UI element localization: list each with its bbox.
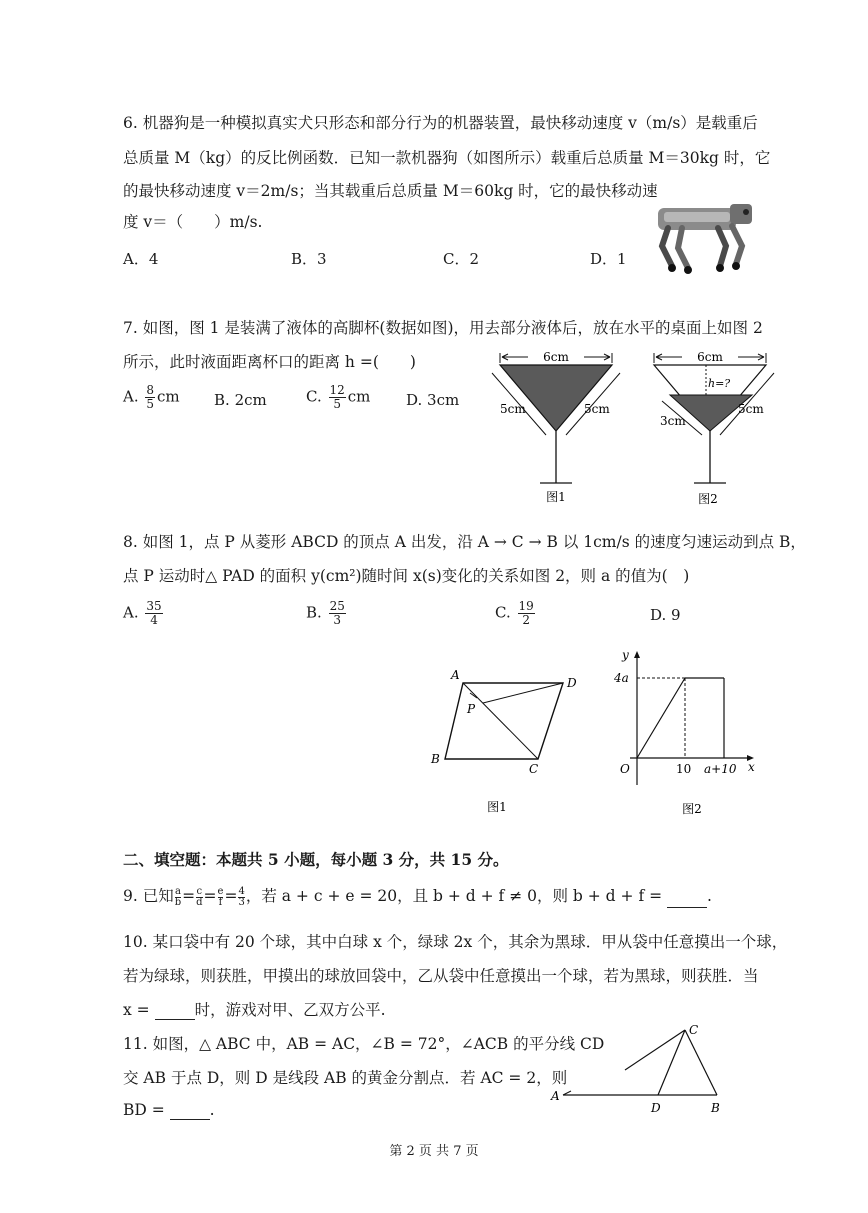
q8-fig1-label-p: P [467,702,476,716]
q7-fig2-caption: 图2 [698,492,718,506]
q10-line3-prefix: x = [123,1001,155,1019]
q8-figure-2 [612,645,772,825]
q7-option-c-letter: C. [306,387,322,406]
q9-fraction-3 [218,887,224,908]
q7-option-b-text: 2cm [234,391,267,409]
q8-fig2-10-label: 10 [676,762,692,776]
q11-label-a: A [551,1089,560,1103]
q8-option-a-fraction [145,600,162,627]
q7-option-a-fraction [145,384,155,411]
q9-f2n: c [196,885,203,897]
robot-dog-image [648,196,758,276]
q8-fig1-caption: 图1 [487,800,507,814]
q11-answer-blank[interactable] [170,1103,210,1120]
goblet-liquid [500,365,612,431]
q9-f3d: f [218,896,223,908]
q7-fig2-h-label: h=? [708,377,731,390]
q7-fig2-top-label: 6cm [697,350,723,364]
q8-option-b-den: 3 [333,613,342,627]
q9-answer-blank[interactable] [667,891,707,908]
q6-line4: 度 v＝（ ）m/s. [123,213,263,231]
q9-f1n: a [174,885,181,897]
q9-eq-2: = [203,887,217,905]
q11-line3 [123,1100,215,1120]
q11-line1: 11. 如图，△ ABC 中，AB = AC，∠B = 72°，∠ACB 的平分线 CD [123,1035,605,1053]
q6-line1: 6. 机器狗是一种模拟真实犬只形态和部分行为的机器装置，最快移动速度 v（m/s）是载重后 [123,114,758,132]
q7-option-a [123,384,180,411]
q8-fig2-caption: 图2 [682,802,702,816]
q8-option-b-num: 25 [329,599,345,613]
q11-label-c: C [689,1023,699,1037]
q8-option-b [306,600,348,627]
q9-fraction-1 [175,887,181,908]
rhombus-abcd [445,683,563,759]
q8-option-a-letter: A. [123,603,139,622]
diagonal-ac [463,683,538,759]
q8-option-c-fraction [518,600,535,627]
q7-option-d [406,391,459,409]
q11-label-b: B [711,1101,720,1115]
q7-figure-1 [484,343,634,513]
q11-label-d: D [651,1101,661,1115]
q7-option-a-unit: cm [157,387,180,406]
q7-fig2-left-label: 3cm [660,414,686,428]
q7-option-a-den: 5 [146,397,155,411]
q7-option-c-den: 5 [333,397,341,411]
q7-line1: 7. 如图，图 1 是装满了液体的高脚杯(数据如图)，用去部分液体后，放在水平的桌面上如图 2 [123,319,763,337]
q10-line1: 10. 某口袋中有 20 个球，其中白球 x 个，绿球 2x 个，其余为黑球．甲从袋中任意摸出一个球， [123,933,788,951]
q9-f4n: 4 [238,885,245,897]
q6-option-d: D．1 [590,250,627,268]
q8-fig1-label-b: B [431,752,440,766]
q7-fig1-caption: 图1 [546,490,566,504]
q7-option-c [306,384,370,411]
q8-fig2-4a-label: 4a [614,671,629,685]
q8-figure-1 [425,665,575,825]
q6-line2: 总质量 M（kg）的反比例函数．已知一款机器狗（如图所示）载重后总质量 M＝30kg 时，它 [123,149,771,167]
q11-figure [545,1020,745,1120]
q8-option-c-num: 19 [518,599,534,613]
q7-fig1-right-label: 5cm [584,402,610,416]
q7-figure-2 [640,343,790,513]
q8-option-b-letter: B. [306,603,322,622]
q10-line3 [123,1000,386,1020]
q8-option-d [650,606,681,624]
q8-option-b-fraction [329,600,346,627]
q8-line2: 点 P 运动时△ PAD 的面积 y(cm²)随时间 x(s)变化的关系如图 2，则 a 的值为( ) [123,567,690,585]
q11-line3-prefix: BD = [123,1101,170,1119]
q6-option-c: C．2 [443,250,480,268]
q7-option-b [214,391,267,409]
q9-f3n: e [217,885,224,897]
q8-fig1-label-d: D [567,676,577,690]
q8-option-c [495,600,537,627]
q9-eq-1: = [182,887,196,905]
q9-fraction-2 [196,887,202,908]
page-footer: 第 2 页 共 7 页 [389,1144,479,1159]
q7-option-d-text: 3cm [427,391,460,409]
q7-option-c-num: 12 [329,383,345,397]
q7-option-d-letter: D. [406,391,423,409]
q7-option-a-num: 8 [146,383,155,397]
q9-end: . [707,887,712,905]
q8-option-d-letter: D. [650,606,667,624]
graph-rising-segment [637,678,685,758]
q7-option-c-unit: cm [347,387,371,406]
q8-option-c-den: 2 [522,613,530,627]
q8-option-a [123,600,165,627]
q8-fig1-label-a: A [451,668,460,682]
q7-option-c-fraction [329,384,346,411]
q9-line [123,884,712,908]
q7-fig2-right-label: 5cm [738,402,764,416]
q7-line2: 所示，此时液面距离杯口的距离 h =( ) [123,353,416,371]
q9-f1d: b [174,896,182,908]
q8-option-d-text: 9 [671,606,681,624]
q6-line3: 的最快移动速度 v＝2m/s；当其载重后总质量 M＝60kg 时，它的最快移动速 [123,182,658,200]
q10-line2: 若为绿球，则获胜，甲摸出的球放回袋中，乙从袋中任意摸出一个球，若为黑球，则获胜．当 [123,967,759,985]
q8-fig2-origin: O [620,762,630,776]
q8-line1: 8. 如图 1，点 P 从菱形 ABCD 的顶点 A 出发，沿 A → C → B 以 1cm/s 的速度匀速运动到点 B， [123,533,806,551]
q9-suffix: ，若 a + c + e = 20，且 b + d + f ≠ 0，则 b + d + f = [245,887,668,905]
q8-option-c-letter: C. [495,603,511,622]
q8-option-a-den: 4 [150,613,158,627]
q11-line3-suffix: . [209,1101,215,1119]
q9-prefix: 9. 已知 [123,887,174,905]
q7-option-a-letter: A. [123,387,139,406]
q9-fraction-4 [238,887,244,908]
q8-fig2-a10-label: a+10 [704,762,737,776]
q7-fig1-left-label: 5cm [500,402,526,416]
q11-line2: 交 AB 于点 D，则 D 是线段 AB 的黄金分割点．若 AC = 2，则 [123,1069,568,1087]
q10-line3-suffix: 时，游戏对甲、乙双方公平. [194,1001,386,1019]
q8-fig2-y-axis: y [622,648,629,662]
q8-fig2-x-axis: x [748,760,755,774]
section-title: 二、填空题：本题共 5 小题，每小题 3 分，共 15 分。 [123,850,509,869]
q9-f4d: 3 [238,896,245,908]
q8-fig1-label-c: C [529,762,539,776]
q6-option-b: B．3 [291,250,327,268]
q9-f2d: d [196,896,203,908]
q9-eq-3: = [224,887,238,905]
q6-option-a: A．4 [123,250,159,268]
q7-option-b-letter: B. [214,391,230,409]
q10-answer-blank[interactable] [155,1003,195,1020]
q7-fig1-top-label: 6cm [543,350,569,364]
q8-option-a-num: 35 [146,599,162,613]
